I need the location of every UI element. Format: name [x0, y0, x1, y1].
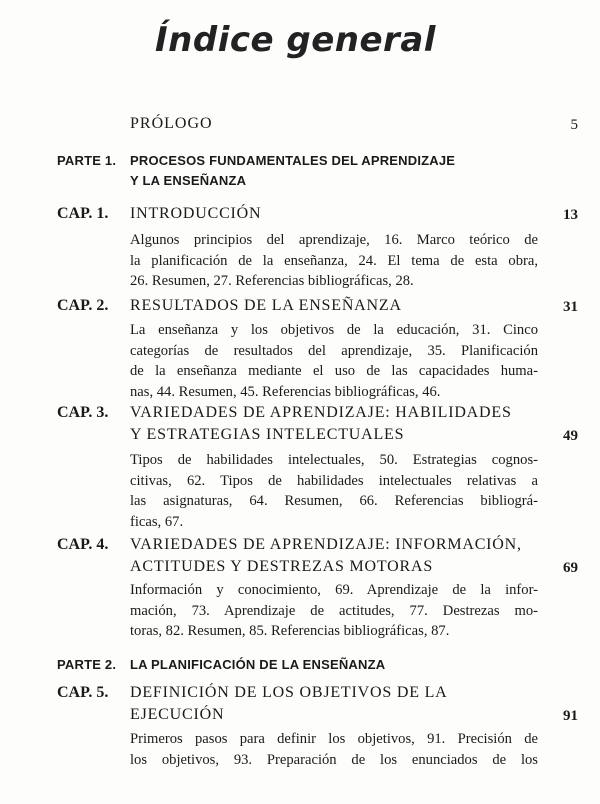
chapter-summary-line: la planificación de la enseñanza, 24. El tema de esta obra, [130, 252, 538, 269]
chapter-label: CAP. 2. [57, 297, 109, 314]
chapter-summary-line: Tipos de habilidades intelectuales, 50. Estrategias cognos- [130, 452, 538, 468]
prologue-page: 5 [570, 117, 578, 133]
part-title: PROCESOS FUNDAMENTALES DEL APRENDIZAJE [130, 153, 456, 168]
chapter-summary-line: mación, 73. Aprendizaje de actitudes, 77. Destrezas mo- [130, 602, 538, 619]
chapter-page: 91 [563, 708, 578, 724]
chapter-summary-line: categorías de resultados del aprendizaje, 35. Planificación [130, 342, 538, 359]
prologue-title: PRÓLOGO [130, 115, 213, 132]
chapter-title: VARIEDADES DE APRENDIZAJE: INFORMACIÓN, [130, 536, 522, 553]
chapter-label: CAP. 5. [57, 684, 109, 701]
chapter-summary-line: La enseñanza y los objetivos de la educación, 31. Cinco [130, 322, 538, 338]
chapter-page: 49 [563, 428, 578, 444]
chapter-page: 13 [563, 207, 578, 223]
chapter-summary-line: de la enseñanza mediante el uso de las capacidades huma- [130, 363, 538, 379]
chapter-label: CAP. 3. [57, 404, 109, 421]
page-title: Índice general [155, 20, 436, 60]
chapter-label: CAP. 1. [57, 205, 109, 222]
chapter-summary-line: 26. Resumen, 27. Referencias bibliográficas, 28. [130, 273, 414, 289]
part-label: PARTE 1. [57, 153, 117, 168]
chapter-title: RESULTADOS DE LA ENSEÑANZA [130, 297, 402, 314]
chapter-title: INTRODUCCIÓN [130, 205, 262, 222]
chapter-title: EJECUCIÓN [130, 706, 225, 723]
part-title: LA PLANIFICACIÓN DE LA ENSEÑANZA [130, 657, 386, 672]
chapter-summary-line: ficas, 67. [130, 513, 184, 530]
chapter-label: CAP. 4. [57, 536, 109, 553]
chapter-title: Y ESTRATEGIAS INTELECTUALES [130, 426, 405, 443]
chapter-title: ACTITUDES Y DESTREZAS MOTORAS [130, 558, 434, 575]
chapter-summary-line: Primeros pasos para definir los objetivos, 91. Precisión de [130, 731, 538, 747]
chapter-summary-line: los objetivos, 93. Preparación de los enunciados de los [130, 751, 538, 768]
chapter-page: 69 [563, 560, 578, 576]
chapter-title: VARIEDADES DE APRENDIZAJE: HABILIDADES [130, 404, 512, 421]
chapter-summary-line: toras, 82. Resumen, 85. Referencias bibliográficas, 87. [130, 623, 450, 639]
chapter-summary-line: Algunos principios del aprendizaje, 16. Marco teórico de [130, 232, 538, 248]
chapter-page: 31 [563, 299, 578, 315]
chapter-summary-line: las asignaturas, 64. Resumen, 66. Referencias bibliográ- [130, 493, 538, 509]
chapter-title: DEFINICIÓN DE LOS OBJETIVOS DE LA [130, 684, 448, 701]
chapter-summary-line: Información y conocimiento, 69. Aprendizaje de la infor- [130, 582, 538, 598]
part-title: Y LA ENSEÑANZA [130, 173, 247, 188]
chapter-summary-line: citivas, 62. Tipos de habilidades intelectuales relativas a [130, 472, 538, 489]
part-label: PARTE 2. [57, 657, 117, 672]
chapter-summary-line: nas, 44. Resumen, 45. Referencias bibliográficas, 46. [130, 383, 441, 400]
